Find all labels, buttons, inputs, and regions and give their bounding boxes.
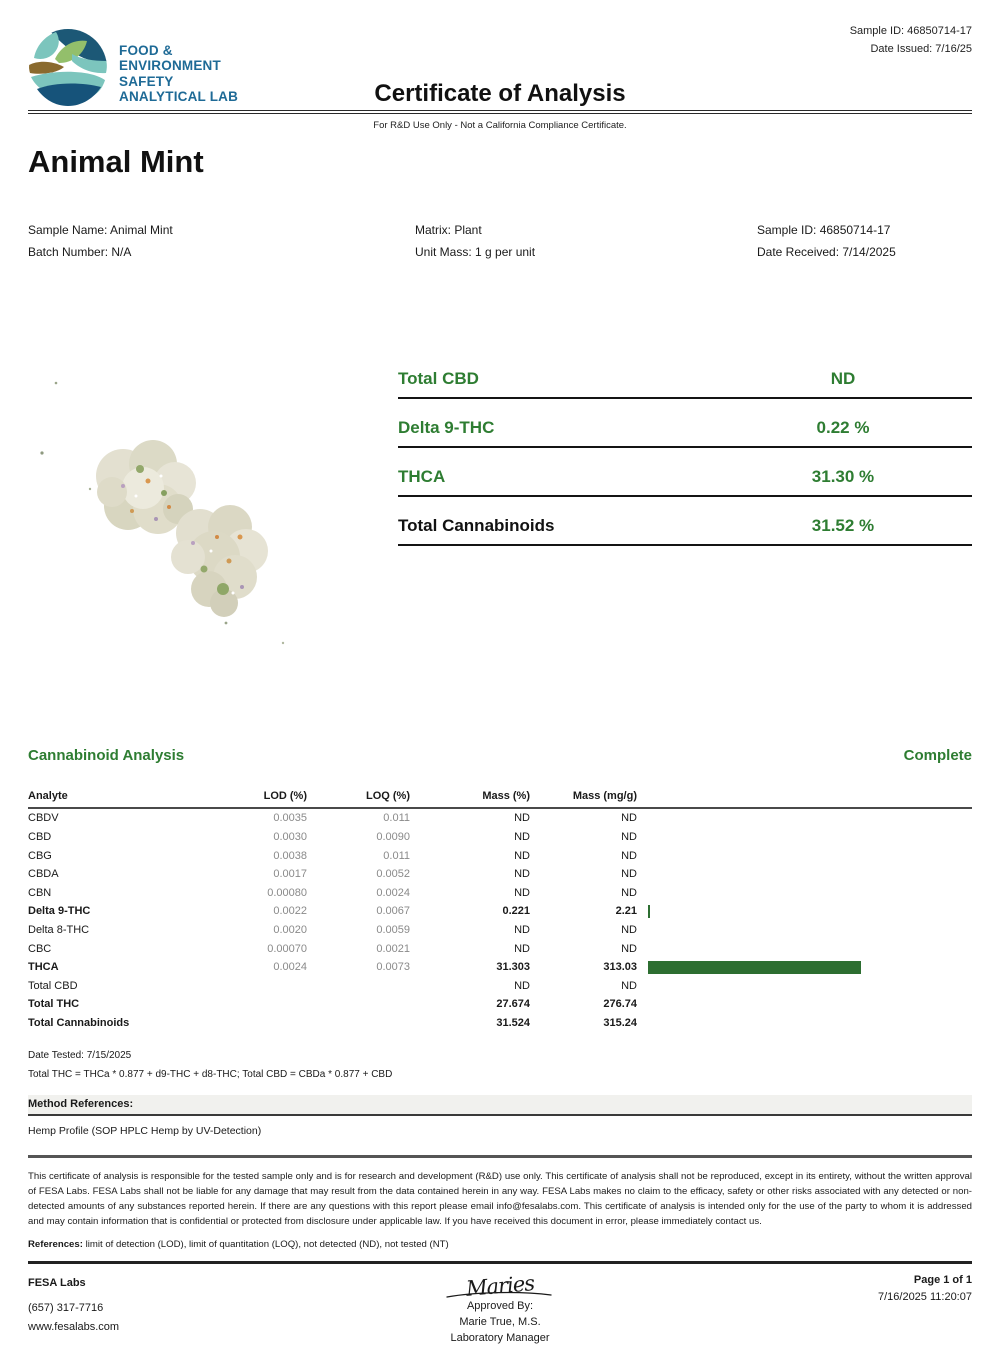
main-visual-area — [28, 361, 972, 663]
mass-bar — [648, 961, 861, 974]
page-number: Page 1 of 1 — [913, 1273, 972, 1286]
summary-value: 31.52 % — [811, 516, 875, 536]
cell-mass_pct: ND — [514, 812, 530, 825]
cell-loq: 0.0090 — [376, 831, 410, 844]
product-photo — [28, 361, 368, 663]
cell-loq: 0.0024 — [376, 886, 410, 899]
cell-mass_pct: ND — [514, 924, 530, 937]
cell-loq: 0.0052 — [376, 868, 410, 881]
sample-name: Sample Name: Animal Mint — [28, 223, 173, 237]
cell-loq: 0.0067 — [376, 905, 410, 918]
bar-cell — [637, 1017, 972, 1030]
cell-mass_pct: ND — [514, 942, 530, 955]
cell-mass_mgg: ND — [621, 979, 637, 992]
method-references-heading: Method References: — [28, 1095, 972, 1116]
summary-value: 0.22 % — [816, 418, 870, 438]
analysis-table-header — [28, 790, 972, 809]
col-mass-pct: Mass (%) — [482, 790, 530, 803]
summary-label: THCA — [398, 467, 446, 487]
cell-mass_mgg: 313.03 — [603, 961, 637, 974]
summary-row — [398, 399, 972, 448]
cell-mass_mgg: ND — [621, 942, 637, 955]
cell-mass_pct: ND — [514, 979, 530, 992]
summary-value: ND — [830, 369, 856, 389]
cannabinoid-analysis-section — [28, 747, 972, 1080]
cell-mass_pct: ND — [514, 886, 530, 899]
bar-cell — [637, 905, 972, 918]
cell-lod: 0.0022 — [273, 905, 307, 918]
cell-analyte: CBG — [28, 849, 52, 862]
analysis-row — [28, 902, 972, 921]
signature: Maries — [465, 1270, 535, 1301]
section-divider — [28, 1155, 972, 1158]
cell-loq: 0.011 — [383, 849, 410, 862]
date-tested: Date Tested: 7/15/2025 — [28, 1050, 132, 1062]
analysis-row — [28, 846, 972, 865]
cell-mass_pct: ND — [514, 849, 530, 862]
references-text: limit of detection (LOD), limit of quantitation (LOQ), not detected (ND), not tested (NT) — [85, 1238, 449, 1250]
lab-name-line: ANALYTICAL LAB — [119, 89, 239, 105]
website: www.fesalabs.com — [28, 1321, 120, 1334]
cell-mass_mgg: ND — [621, 924, 637, 937]
cell-mass_mgg: 315.24 — [603, 1017, 637, 1030]
cell-analyte: CBN — [28, 886, 52, 899]
cell-mass_pct: 0.221 — [502, 905, 530, 918]
cell-mass_mgg: ND — [621, 868, 637, 881]
footer-contact — [28, 1274, 343, 1347]
cell-analyte: Total THC — [28, 998, 80, 1011]
bar-cell — [637, 942, 972, 955]
legal-disclaimer: This certificate of analysis is responsible for the tested sample only and is for research and development (R&D) use only. This certificate of analysis shall not be reproduced, except in its entirety, without the written approval of FESA Labs. FESA Labs shall not be liable for any damage that may result from the data contained herein in any way. FESA Labs makes no claim to the efficacy, safety or other risks associated with any detected or non-detected amounts of any substances reported herein. If there are any questions with this report please email info@fesalabs.com. This certificate of analysis is intended only for the use of the party to whom it is addressed and may contain information that is confidential or protected from disclosure under applicable law. If you have received this document in error, please immediately contact us. — [28, 1171, 972, 1227]
analysis-row — [28, 865, 972, 884]
col-analyte: Analyte — [28, 790, 68, 803]
cell-mass_pct: 31.303 — [496, 961, 530, 974]
date-issued: Date Issued: 7/16/25 — [870, 43, 972, 56]
analysis-row — [28, 1014, 972, 1033]
bar-cell — [637, 979, 972, 992]
col-mass-mgg: Mass (mg/g) — [572, 790, 637, 803]
matrix: Matrix: Plant — [415, 223, 482, 237]
cell-analyte: THCA — [28, 961, 59, 974]
cell-analyte: Total Cannabinoids — [28, 1017, 130, 1030]
cell-analyte: Delta 9-THC — [28, 905, 91, 918]
analysis-row — [28, 884, 972, 903]
lab-name-line: ENVIRONMENT — [119, 58, 221, 74]
certificate-title: Certificate of Analysis — [374, 80, 626, 107]
cell-lod: 0.0038 — [273, 849, 307, 862]
col-loq: LOQ (%) — [366, 790, 410, 803]
bar-cell — [637, 831, 972, 844]
cell-analyte: Total CBD — [28, 979, 78, 992]
cell-lod: 0.00070 — [267, 942, 307, 955]
sample-id: Sample ID: 46850714-17 — [849, 25, 972, 37]
summary-row — [398, 361, 972, 399]
summary-value: 31.30 % — [811, 467, 875, 487]
cell-mass_pct: ND — [514, 831, 530, 844]
summary-label: Total Cannabinoids — [398, 516, 555, 536]
cell-mass_mgg: 276.74 — [603, 998, 637, 1011]
sample-id-field: Sample ID: 46850714-17 — [757, 223, 891, 237]
cell-mass_pct: 27.674 — [496, 998, 530, 1011]
analysis-table-body — [28, 809, 972, 1032]
bar-cell — [637, 961, 972, 974]
header-meta — [850, 22, 972, 58]
cell-lod: 0.0035 — [273, 812, 307, 825]
cell-lod: 0.0030 — [273, 831, 307, 844]
cell-mass_mgg: ND — [621, 849, 637, 862]
cell-analyte: Delta 8-THC — [28, 924, 90, 937]
cell-analyte: CBDV — [28, 812, 59, 825]
bar-cell — [637, 886, 972, 899]
summary-label: Total CBD — [398, 369, 479, 389]
analysis-row — [28, 809, 972, 828]
date-received: Date Received: 7/14/2025 — [757, 244, 896, 259]
sample-info — [28, 220, 972, 263]
product-name: Animal Mint — [28, 144, 204, 179]
summary-table — [398, 361, 972, 663]
bar-cell — [637, 849, 972, 862]
footer-page-info — [657, 1274, 972, 1347]
total-formula: Total THC = THCa * 0.877 + d9-THC + d8-THC; Total CBD = CBDa * 0.877 + CBD — [28, 1069, 393, 1081]
mass-bar — [648, 905, 650, 918]
analysis-status-badge: Complete — [903, 747, 972, 765]
analysis-table — [28, 790, 972, 1032]
method-references-body: Hemp Profile (SOP HPLC Hemp by UV-Detection) — [28, 1125, 262, 1138]
cell-analyte: CBD — [28, 831, 52, 844]
header — [28, 0, 972, 114]
col-lod: LOD (%) — [263, 790, 307, 803]
cell-lod: 0.0017 — [273, 868, 307, 881]
approval-block — [343, 1270, 658, 1347]
footer — [28, 1270, 972, 1347]
references-label: References: — [28, 1238, 83, 1250]
bar-cell — [637, 998, 972, 1011]
cell-analyte: CBC — [28, 942, 52, 955]
print-timestamp: 7/16/2025 11:20:07 — [877, 1290, 972, 1303]
bar-cell — [637, 868, 972, 881]
footer-divider — [28, 1261, 972, 1264]
cell-lod: 0.0020 — [273, 924, 307, 937]
cell-mass_pct: ND — [514, 868, 530, 881]
cell-lod: 0.0024 — [273, 961, 307, 974]
bar-cell — [637, 812, 972, 825]
analysis-row — [28, 977, 972, 996]
approver-title: Laboratory Manager — [450, 1331, 550, 1344]
cell-lod: 0.00080 — [267, 886, 307, 899]
bar-cell — [637, 924, 972, 937]
summary-row — [398, 497, 972, 546]
cannabis-buds-image — [28, 361, 328, 661]
lab-name-line: SAFETY — [119, 73, 174, 89]
cell-mass_pct: 31.524 — [496, 1017, 530, 1030]
cell-analyte: CBDA — [28, 868, 59, 881]
approved-by-label: Approved By: — [466, 1299, 534, 1312]
company-name: FESA Labs — [28, 1276, 86, 1289]
references-line — [28, 1239, 972, 1250]
analysis-header — [28, 747, 972, 764]
cell-mass_mgg: ND — [621, 812, 637, 825]
analysis-row — [28, 958, 972, 977]
analysis-row — [28, 939, 972, 958]
unit-mass: Unit Mass: 1 g per unit — [415, 244, 536, 259]
cell-mass_mgg: 2.21 — [615, 905, 637, 918]
cell-loq: 0.0059 — [376, 924, 410, 937]
cell-mass_mgg: ND — [621, 886, 637, 899]
cell-loq: 0.0073 — [376, 961, 410, 974]
lab-name-line: FOOD & — [119, 43, 173, 58]
summary-row — [398, 448, 972, 497]
analysis-row — [28, 828, 972, 847]
cell-loq: 0.0021 — [376, 942, 410, 955]
analysis-section-title: Cannabinoid Analysis — [28, 747, 185, 765]
analysis-row — [28, 921, 972, 940]
analysis-row — [28, 995, 972, 1014]
certificate-subtitle: For R&D Use Only - Not a California Compliance Certificate. — [373, 120, 627, 131]
approver-name: Marie True, M.S. — [459, 1315, 541, 1328]
cell-mass_mgg: ND — [621, 831, 637, 844]
cell-loq: 0.011 — [383, 812, 410, 825]
summary-label: Delta 9-THC — [398, 418, 495, 438]
phone-number: (657) 317-7716 — [28, 1302, 104, 1314]
batch-number: Batch Number: N/A — [28, 244, 132, 259]
